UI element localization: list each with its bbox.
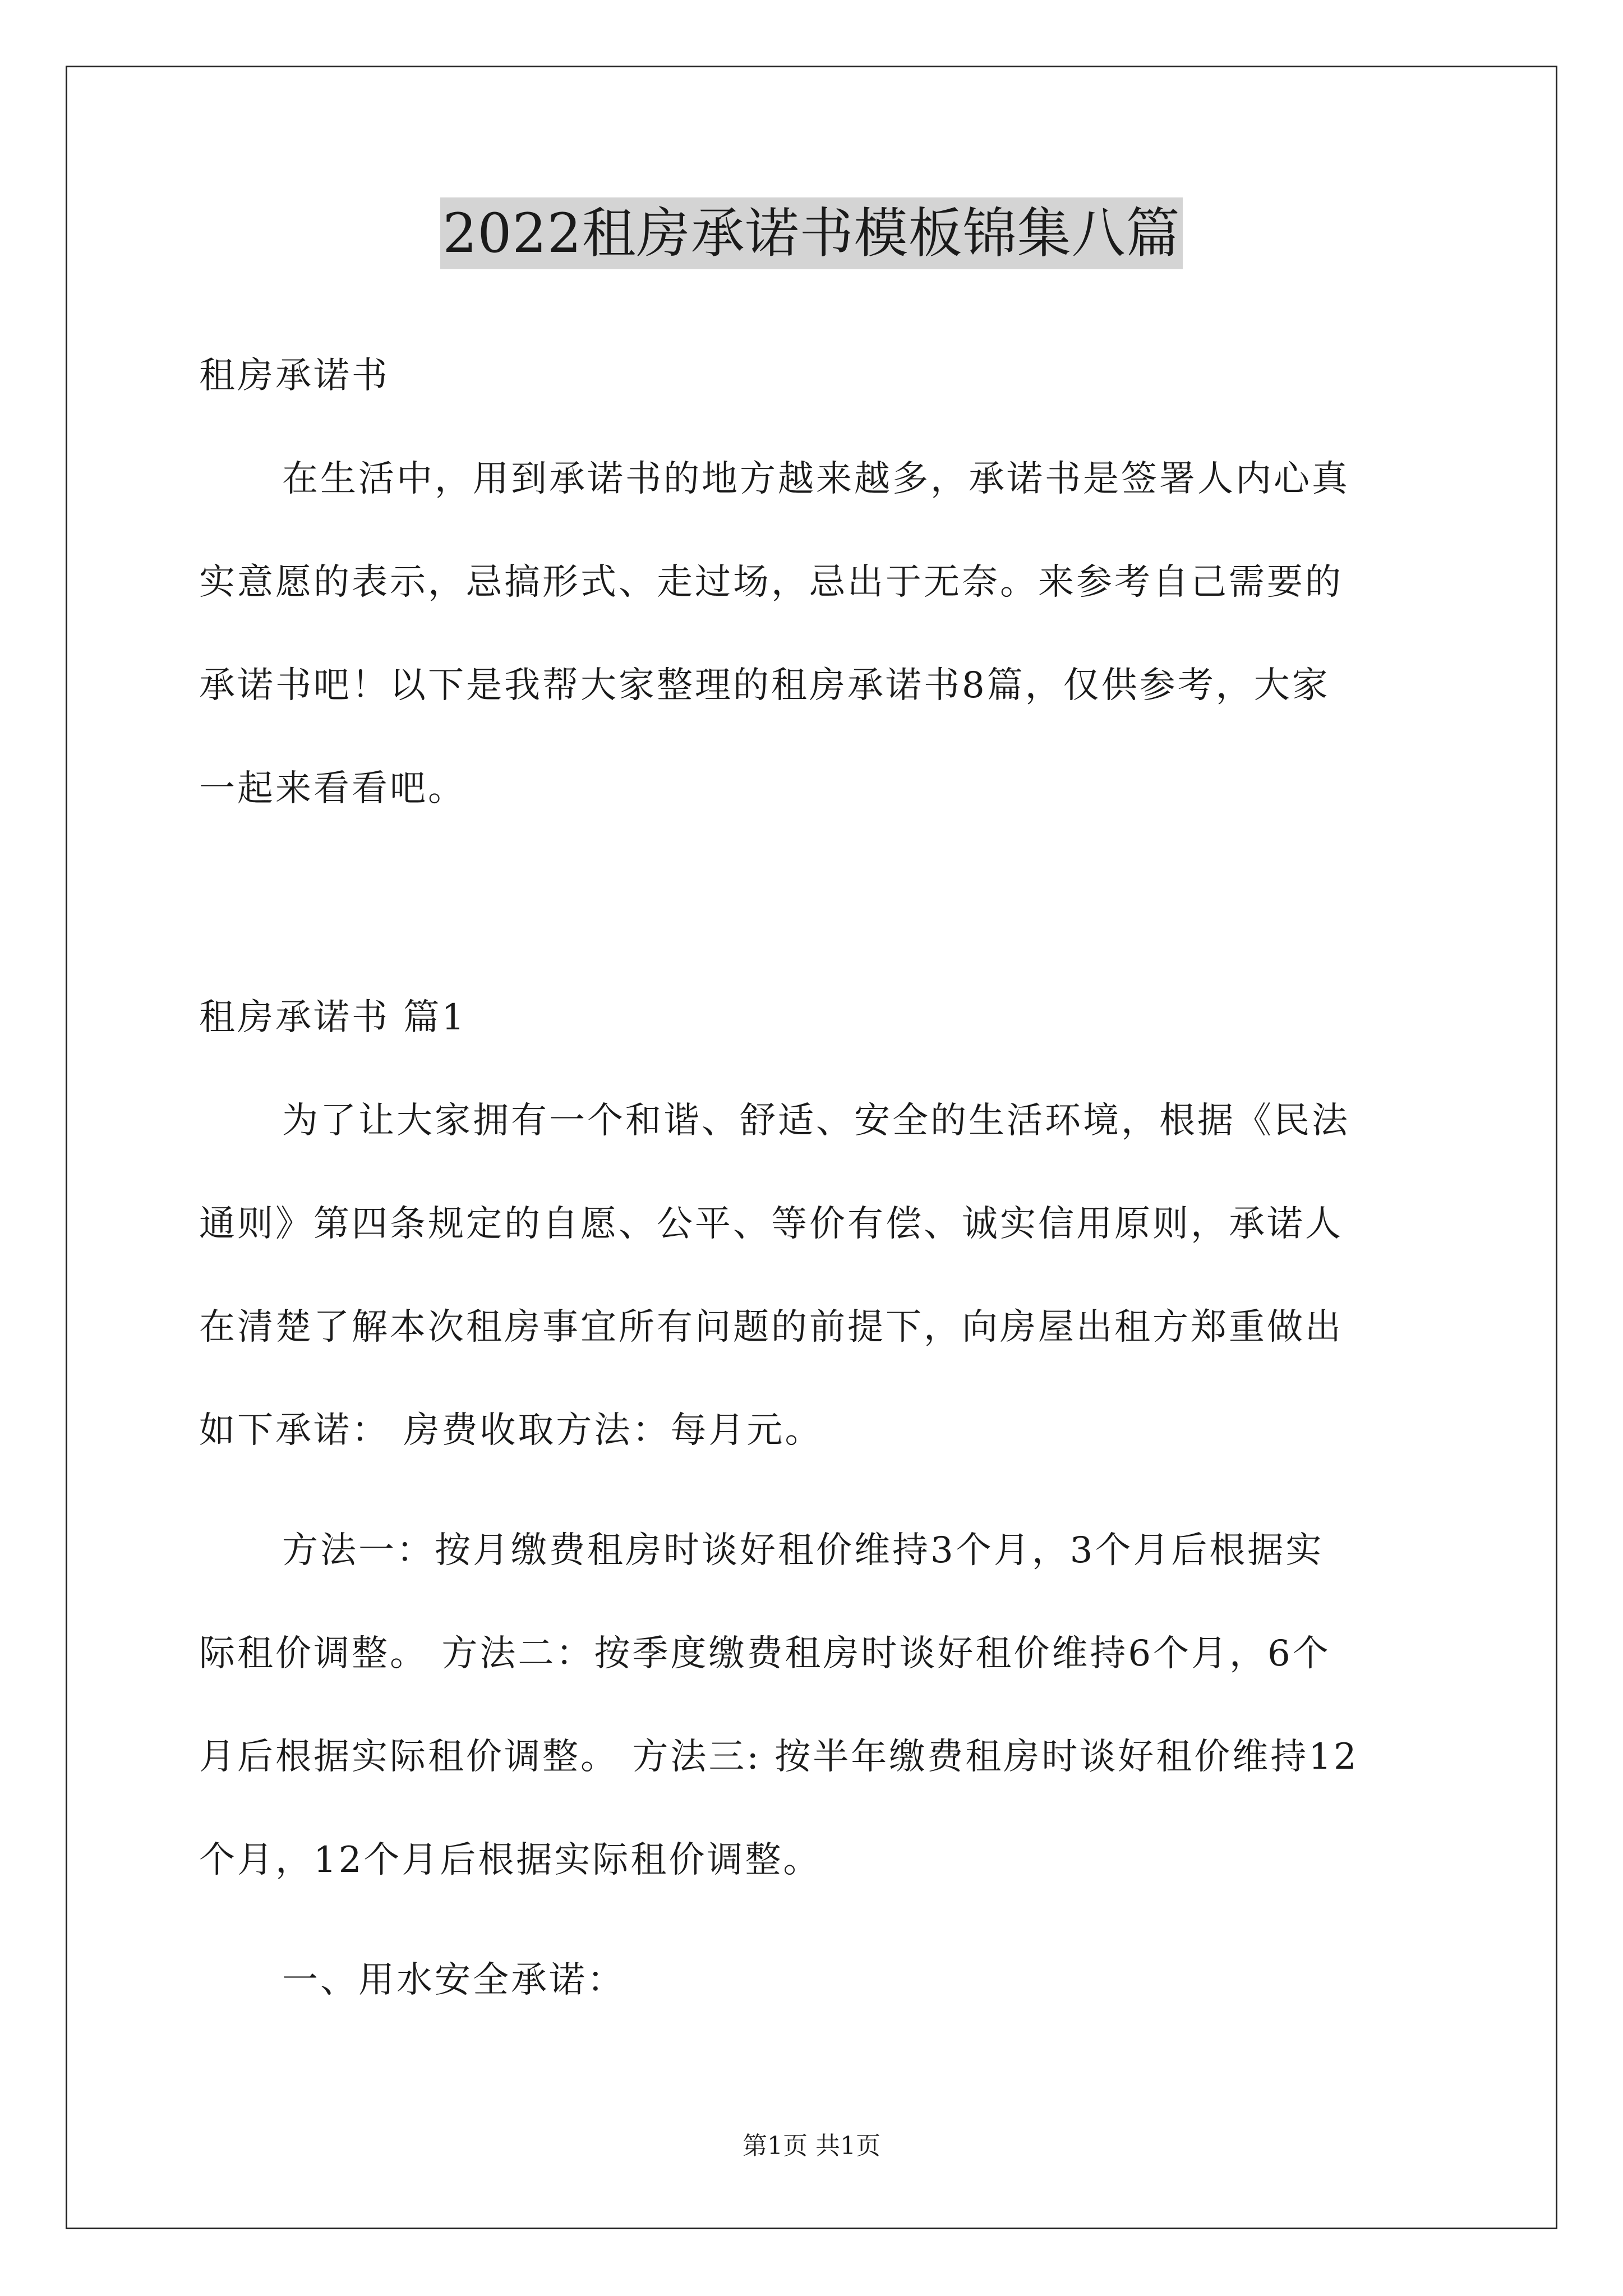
paragraph-line: 个月，12个月后根据实际租价调整。	[199, 1839, 822, 1881]
intro-heading: 租房承诺书	[199, 355, 390, 397]
paragraph-line: 月后根据实际租价调整。 方法三: 按半年缴费租房时谈好租价维持12	[199, 1736, 1359, 1778]
intro-line: 一起来看看吧。	[199, 768, 466, 809]
paragraph-line: 在清楚了解本次租房事宜所有问题的前提下，向房屋出租方郑重做出	[199, 1306, 1343, 1348]
section-heading: 租房承诺书 篇1	[199, 997, 467, 1038]
page-number-footer: 第1页 共1页	[743, 2132, 880, 2160]
paragraph-line: 通则》第四条规定的自愿、公平、等价有偿、诚实信用原则，承诺人	[199, 1203, 1343, 1245]
paragraph-line: 如下承诺： 房费收取方法：每月元。	[199, 1410, 823, 1451]
paragraph-line: 为了让大家拥有一个和谐、舒适、安全的生活环境，根据《民法	[282, 1100, 1350, 1142]
intro-line: 实意愿的表示，忌搞形式、走过场，忌出于无奈。来参考自己需要的	[199, 562, 1343, 603]
intro-line: 在生活中，用到承诺书的地方越来越多，承诺书是签署人内心真	[282, 458, 1350, 500]
intro-line: 承诺书吧！以下是我帮大家整理的租房承诺书8篇，仅供参考，大家	[199, 665, 1330, 706]
title-container	[0, 197, 1623, 269]
paragraph-line: 方法一：按月缴费租房时谈好租价维持3个月，3个月后根据实	[282, 1530, 1324, 1571]
document-title: 2022租房承诺书模板锦集八篇	[440, 197, 1182, 269]
paragraph-line: 一、用水安全承诺：	[282, 1959, 625, 2001]
paragraph-line: 际租价调整。 方法二：按季度缴费租房时谈好租价维持6个月，6个	[199, 1633, 1331, 1674]
